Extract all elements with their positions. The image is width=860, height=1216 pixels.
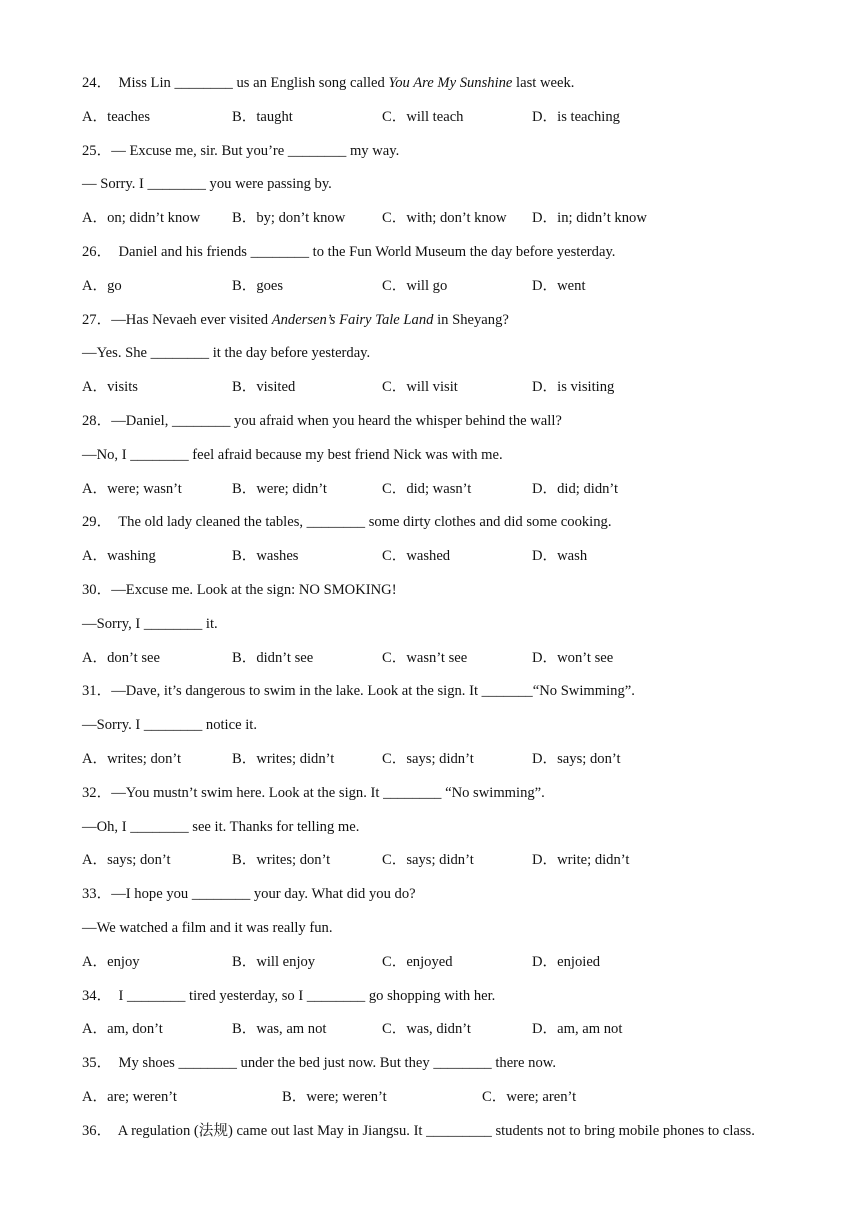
answer-option: D．did; didn’t (532, 480, 619, 497)
answer-option: B．taught (232, 108, 293, 125)
question-stem (82, 311, 509, 329)
answer-option: D．is visiting (532, 379, 615, 396)
question-text: —Oh, I ________ see it. Thanks for telling me. (82, 818, 360, 835)
answer-option: A．am, don’t (82, 1021, 163, 1038)
question-number: 25． (82, 142, 112, 159)
question-text: Daniel and his friends ________ to the Fun World Museum the day before yesterday. (111, 244, 616, 260)
answer-option: D．won’t see (532, 649, 614, 666)
question-stem (82, 74, 574, 92)
answer-option: D．wash (532, 548, 588, 565)
question-text: —Sorry. I ________ notice it. (82, 717, 257, 734)
answer-option: D．enjoied (532, 953, 601, 970)
question-text: My shoes ________ under the bed just now. But they ________ there now. (111, 1055, 556, 1072)
question-number: 31． (82, 683, 112, 700)
question-text: last week. (512, 75, 575, 91)
answer-option: C．were; aren’t (482, 1089, 577, 1105)
question-number: 29． (82, 514, 112, 531)
answer-option: A．teaches (82, 108, 151, 125)
question-reply (82, 344, 370, 362)
answer-option: A．visits (82, 379, 138, 396)
answer-option: D．in; didn’t know (532, 210, 647, 227)
question-text: —Has Nevaeh ever visited (111, 311, 272, 328)
question-text: —You mustn’t swim here. Look at the sign. It ________ “No swimming”. (111, 784, 545, 801)
answer-option: B．was, am not (232, 1021, 327, 1038)
italic-title: You Are My Sunshine (388, 75, 513, 91)
question-reply (82, 175, 332, 193)
answer-option: A．writes; don’t (82, 751, 182, 767)
question-reply (82, 446, 503, 464)
answer-option: B．by; don’t know (232, 210, 346, 227)
answer-option: A．washing (82, 548, 156, 565)
question-text: —No, I ________ feel afraid because my best friend Nick was with me. (82, 446, 503, 463)
answer-option: B．writes; didn’t (232, 751, 335, 767)
question-text: —Sorry, I ________ it. (82, 615, 218, 632)
answer-option: B．goes (232, 277, 284, 294)
question-stem (82, 412, 562, 430)
question-text: I ________ tired yesterday, so I ________ go shopping with her. (111, 987, 496, 1004)
answer-option: C．says; didn’t (382, 852, 474, 869)
question-text: — Excuse me, sir. But you’re ________ my way. (111, 142, 400, 159)
question-number: 32． (82, 784, 112, 801)
question-number: 24． (82, 75, 112, 91)
question-text: —I hope you ________ your day. What did you do? (111, 886, 416, 903)
question-reply (82, 919, 332, 937)
answer-option: B．were; didn’t (232, 480, 327, 497)
question-text: Miss Lin ________ us an English song called (111, 75, 389, 91)
question-text: A regulation (法规) came out last May in Jiangsu. It _________ students not to bring mobile phones to class. (111, 1122, 755, 1139)
question-number: 28． (82, 413, 112, 429)
question-text: —Daniel, ________ you afraid when you heard the whisper behind the wall? (111, 413, 562, 429)
answer-option: C．did; wasn’t (382, 480, 472, 497)
question-text: in Sheyang? (433, 311, 509, 328)
question-text: The old lady cleaned the tables, ________ some dirty clothes and did some cooking. (111, 514, 612, 531)
question-text: —Yes. She ________ it the day before yesterday. (82, 345, 371, 362)
answer-option: C．says; didn’t (382, 751, 474, 767)
answer-option: D．says; don’t (532, 751, 621, 767)
question-text: — Sorry. I ________ you were passing by. (82, 176, 332, 193)
question-number: 26． (82, 244, 112, 260)
answer-option: C．enjoyed (382, 953, 453, 970)
italic-title: Andersen’s Fairy Tale Land (271, 311, 434, 328)
question-number: 27． (82, 311, 112, 328)
question-number: 35． (82, 1055, 112, 1072)
question-number: 36． (82, 1122, 112, 1139)
answer-option: B．writes; don’t (232, 852, 331, 869)
answer-option: C．will go (382, 277, 448, 294)
question-stem (82, 1122, 755, 1140)
question-stem (82, 987, 495, 1005)
answer-option: B．were; weren’t (282, 1089, 387, 1105)
question-reply (82, 716, 257, 734)
answer-option: A．says; don’t (82, 852, 171, 869)
answer-option: D．is teaching (532, 108, 620, 125)
question-text: —Excuse me. Look at the sign: NO SMOKING! (111, 582, 397, 598)
answer-option: D．write; didn’t (532, 852, 630, 869)
answer-option: C．will visit (382, 379, 458, 396)
answer-option: A．are; weren’t (82, 1089, 177, 1105)
question-number: 33． (82, 886, 112, 903)
answer-option: B．visited (232, 379, 296, 396)
answer-option: A．on; didn’t know (82, 210, 201, 227)
answer-option: A．enjoy (82, 953, 140, 970)
question-number: 30． (82, 582, 112, 598)
answer-option: C．wasn’t see (382, 649, 468, 666)
answer-option: B．washes (232, 548, 299, 565)
question-stem (82, 243, 615, 261)
question-stem (82, 513, 611, 531)
answer-option: B．didn’t see (232, 649, 314, 666)
question-stem (82, 885, 416, 903)
answer-option: C．washed (382, 548, 451, 565)
question-reply (82, 615, 218, 633)
question-stem (82, 581, 397, 599)
answer-option: D．went (532, 277, 586, 294)
question-stem (82, 784, 545, 802)
answer-option: B．will enjoy (232, 953, 316, 970)
answer-option: C．with; don’t know (382, 210, 507, 227)
question-stem (82, 1054, 556, 1072)
question-stem (82, 682, 635, 700)
answer-option: C．was, didn’t (382, 1021, 471, 1038)
answer-option: A．don’t see (82, 649, 160, 666)
question-reply (82, 818, 359, 836)
question-text: —We watched a film and it was really fun. (82, 920, 333, 936)
answer-option: A．go (82, 277, 122, 294)
answer-option: C．will teach (382, 108, 464, 125)
answer-option: A．were; wasn’t (82, 480, 182, 497)
question-number: 34． (82, 987, 112, 1004)
question-stem (82, 142, 399, 160)
question-text: —Dave, it’s dangerous to swim in the lake. Look at the sign. It _______“No Swimming”. (111, 683, 635, 700)
answer-option: D．am, am not (532, 1021, 623, 1038)
